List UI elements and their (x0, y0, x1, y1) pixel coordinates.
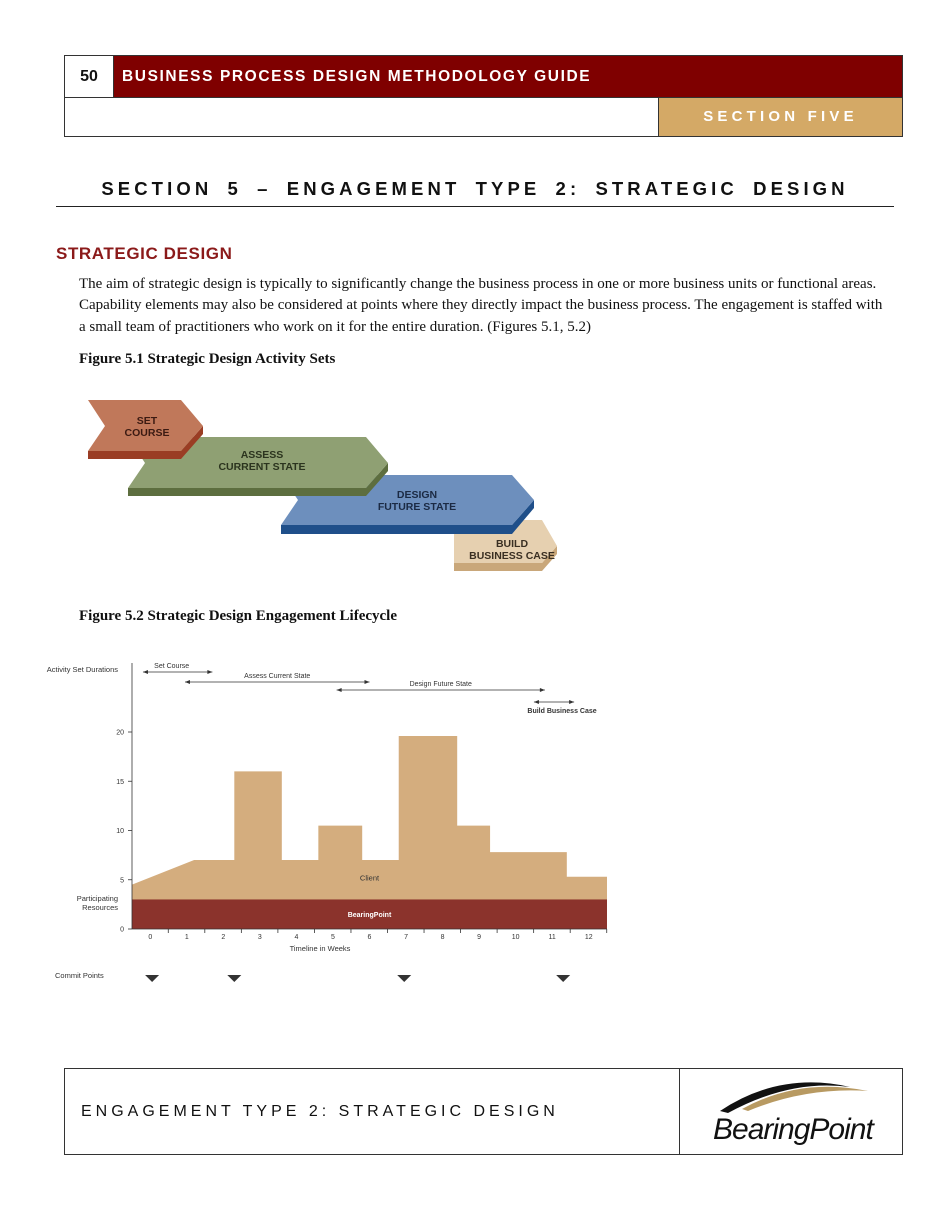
x-tick-label: 0 (148, 934, 153, 941)
arrowhead-left (337, 688, 342, 692)
y-axis-label-line2: Resources (82, 903, 118, 912)
activity-duration-label: Set Course (154, 663, 190, 670)
y-tick-label: 10 (116, 828, 124, 835)
series-label-bearingpoint: BearingPoint (347, 912, 392, 920)
footer-title: ENGAGEMENT TYPE 2: STRATEGIC DESIGN (81, 1103, 559, 1120)
x-tick-label: 5 (331, 934, 335, 941)
x-tick-label: 8 (440, 934, 445, 941)
step-label-line1: ASSESS (240, 449, 284, 461)
activity-duration-label: Assess Current State (244, 673, 311, 680)
x-tick-label: 9 (477, 934, 482, 941)
x-tick-label: 11 (548, 934, 556, 941)
y-tick-label: 20 (116, 729, 124, 737)
commit-point-marker (397, 975, 411, 982)
activity-sets-diagram (82, 395, 582, 595)
arrowhead-left (143, 670, 148, 674)
step-label-line1: BUILD (495, 538, 529, 550)
x-tick-label: 10 (511, 934, 520, 941)
x-tick-label: 4 (294, 934, 299, 941)
step-label-line2: BUSINESS CASE (469, 550, 555, 562)
commit-points-label: Commit Points (55, 971, 104, 980)
y-tick-label: 5 (120, 877, 124, 885)
activity-durations-label: Activity Set Durations (46, 665, 118, 674)
x-tick-label: 2 (221, 934, 226, 941)
step-label-line2: CURRENT STATE (218, 461, 306, 473)
x-tick-label: 3 (257, 934, 262, 941)
bearingpoint-logo (680, 1069, 902, 1154)
page-number: 50 (65, 56, 114, 97)
step-label-line2: FUTURE STATE (377, 501, 457, 513)
title-rule (56, 206, 894, 207)
activity-durations-layer (143, 663, 597, 715)
arrowhead-left (534, 700, 539, 704)
engagement-lifecycle-chart (40, 655, 620, 990)
page-header (64, 55, 903, 137)
area-layer (132, 736, 607, 929)
y-tick-label: 15 (116, 778, 124, 786)
series-label-client: Client (359, 873, 380, 883)
section-label: SECTION FIVE (658, 98, 902, 136)
step-label-line2: COURSE (124, 427, 170, 439)
commit-point-marker (556, 975, 570, 982)
x-tick-label: 12 (584, 934, 593, 941)
page-title: SECTION 5 – ENGAGEMENT TYPE 2: STRATEGIC DESIGN (101, 178, 849, 199)
page-footer (64, 1068, 903, 1155)
step-label-line1: DESIGN (396, 489, 438, 501)
commit-points-layer (145, 975, 570, 982)
body-paragraph: The aim of strategic design is typically to significantly change the business process in one or more business units or functional areas. Capability elements may also be considered at points where they directly impact the business process. The engagement is staffed with a small team of practitioners who work on it for the entire duration. (Figures 5.1, 5.2) (79, 276, 883, 335)
activity-duration-label: Build Business Case (527, 708, 597, 715)
guide-title: BUSINESS PROCESS DESIGN METHODOLOGY GUIDE (114, 56, 902, 97)
figure-5-2-caption: Figure 5.2 Strategic Design Engagement Lifecycle (79, 608, 397, 624)
step-set-course (88, 400, 203, 459)
x-tick-label: 6 (367, 934, 372, 941)
x-tick-label: 1 (184, 934, 189, 941)
commit-point-marker (145, 975, 159, 982)
y-axis-label-line1: Participating (76, 894, 118, 903)
step-label-line1: SET (136, 415, 158, 427)
x-axis-label: Timeline in Weeks (289, 944, 351, 953)
figure-5-1-caption: Figure 5.1 Strategic Design Activity Sets (79, 351, 336, 367)
arrowhead-right (540, 688, 545, 692)
arrowhead-right (569, 700, 574, 704)
arrowhead-left (185, 680, 190, 684)
commit-point-marker (227, 975, 241, 982)
arrowhead-right (365, 680, 370, 684)
activity-duration-label: Design Future State (409, 681, 472, 688)
x-tick-label: 7 (404, 934, 408, 941)
participating-resources-label (77, 894, 119, 912)
arrowhead-right (207, 670, 212, 674)
logo-wordmark: BearingPoint (713, 1113, 873, 1146)
section-subheading: STRATEGIC DESIGN (56, 244, 233, 263)
y-tick-label: 0 (120, 926, 124, 934)
